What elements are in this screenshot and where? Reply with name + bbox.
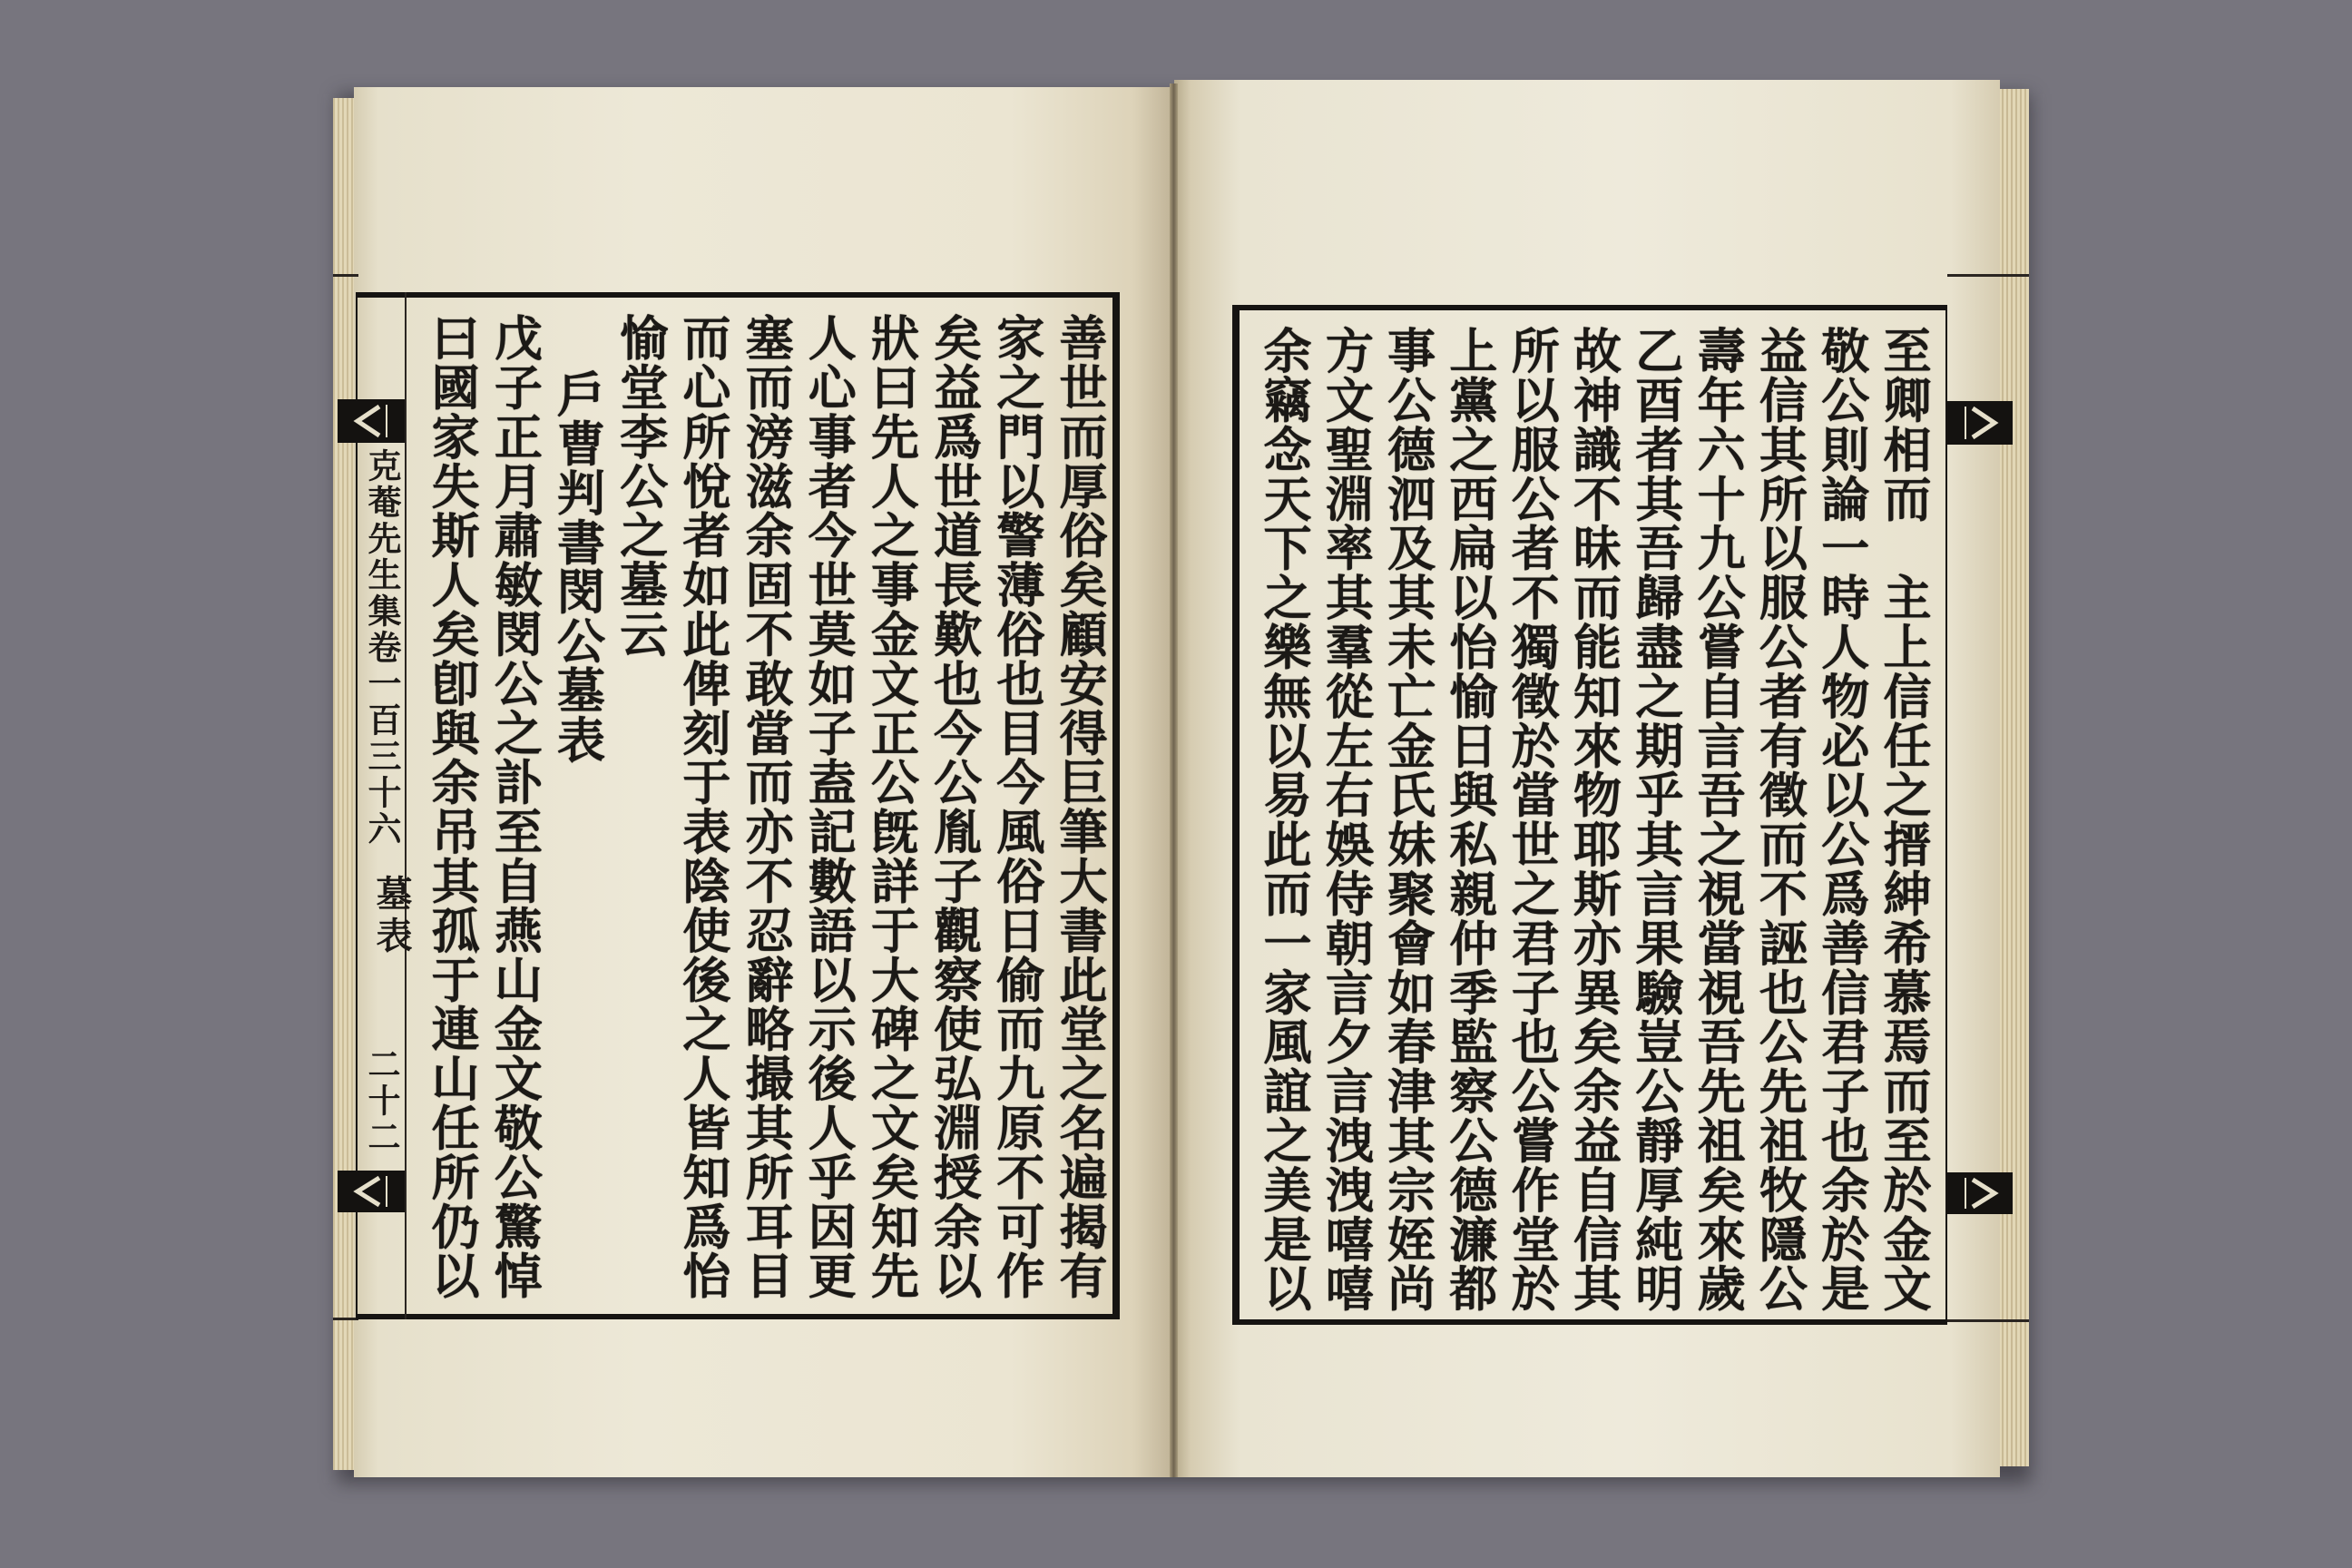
text-column: 方文聖淵率其羣從左右娛侍朝言夕言洩洩嘻嘻 bbox=[1318, 326, 1375, 1313]
stack-rule-top-left bbox=[333, 274, 358, 277]
banxin-rule bbox=[405, 292, 407, 1319]
fishtail-lower-right-icon bbox=[1947, 1172, 2013, 1214]
text-column: 曰國家失斯人矣卽與余吊其孤于連山任所仍以 bbox=[424, 313, 481, 1300]
text-column: 善世而厚俗矣顧安得巨筆大書此堂之名遍揭有 bbox=[1052, 313, 1108, 1300]
banxin-leaf-number: 二十二 bbox=[363, 1047, 401, 1156]
text-column: 壽年六十九公嘗自言吾之視當視吾先祖矣來歲 bbox=[1690, 326, 1747, 1313]
stack-rule-bottom-right bbox=[1947, 1319, 2029, 1322]
text-column: 矣益爲世道長歎也今公胤子觀察使弘淵授余以 bbox=[926, 313, 983, 1300]
stack-rule-top-right bbox=[1947, 274, 2029, 277]
stack-rule-bottom-left bbox=[333, 1318, 358, 1320]
section-heading: 戶曹判書閔公墓表 bbox=[549, 369, 606, 765]
book-spine bbox=[1170, 83, 1178, 1477]
text-column: 益信其所以服公者有徵而不誣也公先祖牧隱公 bbox=[1751, 326, 1808, 1313]
text-column: 人心事者今世莫如子盍記數語以示後人乎因更 bbox=[800, 313, 858, 1300]
text-column: 狀曰先人之事金文正公旣詳于大碑之文矣知先 bbox=[863, 313, 920, 1300]
fishtail-upper-left-icon bbox=[338, 399, 405, 443]
text-column: 敬公則論一時人物必以公爲善信君子也余於是 bbox=[1813, 326, 1870, 1313]
text-column: 家之門以警薄俗也目今風俗日偷而九原不可作 bbox=[988, 313, 1045, 1300]
fishtail-upper-right-icon bbox=[1947, 401, 2013, 445]
banxin-section-title: 墓表 bbox=[370, 875, 413, 958]
text-column: 乙酉者其吾歸盡之期乎其言果驗豈公靜厚純明 bbox=[1627, 326, 1684, 1313]
text-column: 戊子正月肅敏閔公之訃至自燕山金文敬公驚悼 bbox=[486, 313, 544, 1300]
right-page-text bbox=[1252, 326, 1935, 1319]
left-page-text bbox=[419, 313, 1111, 1311]
text-column: 事公德泗及其未亡金氏妹聚會如春津其宗姪尚 bbox=[1379, 326, 1436, 1313]
text-column: 故神識不昧而能知來物耶斯亦異矣余益自信其 bbox=[1565, 326, 1622, 1313]
text-column: 余竊念天下之樂無以易此而一家風誼之美是以 bbox=[1256, 326, 1313, 1313]
text-column: 上黨之西扁以怡愉日與私親仲季監察公德濂都 bbox=[1441, 326, 1498, 1313]
text-column: 塞而滂滋余固不敢當而亦不忍辭略撮其所耳目 bbox=[738, 313, 795, 1300]
fishtail-lower-left-icon bbox=[338, 1171, 405, 1212]
text-column: 至卿相而 主上信任之搢紳希慕焉而至於金文 bbox=[1876, 326, 1932, 1313]
banxin-book-title: 克菴先生集卷一百三十六 bbox=[362, 448, 402, 848]
text-column: 所以服公者不獨徵於當世之君子也公嘗作堂於 bbox=[1504, 326, 1561, 1313]
text-column: 愉堂李公之墓云 bbox=[612, 313, 669, 659]
text-column: 而心所悅者如此俾刻于表陰使後之人皆知爲怡 bbox=[674, 313, 731, 1300]
